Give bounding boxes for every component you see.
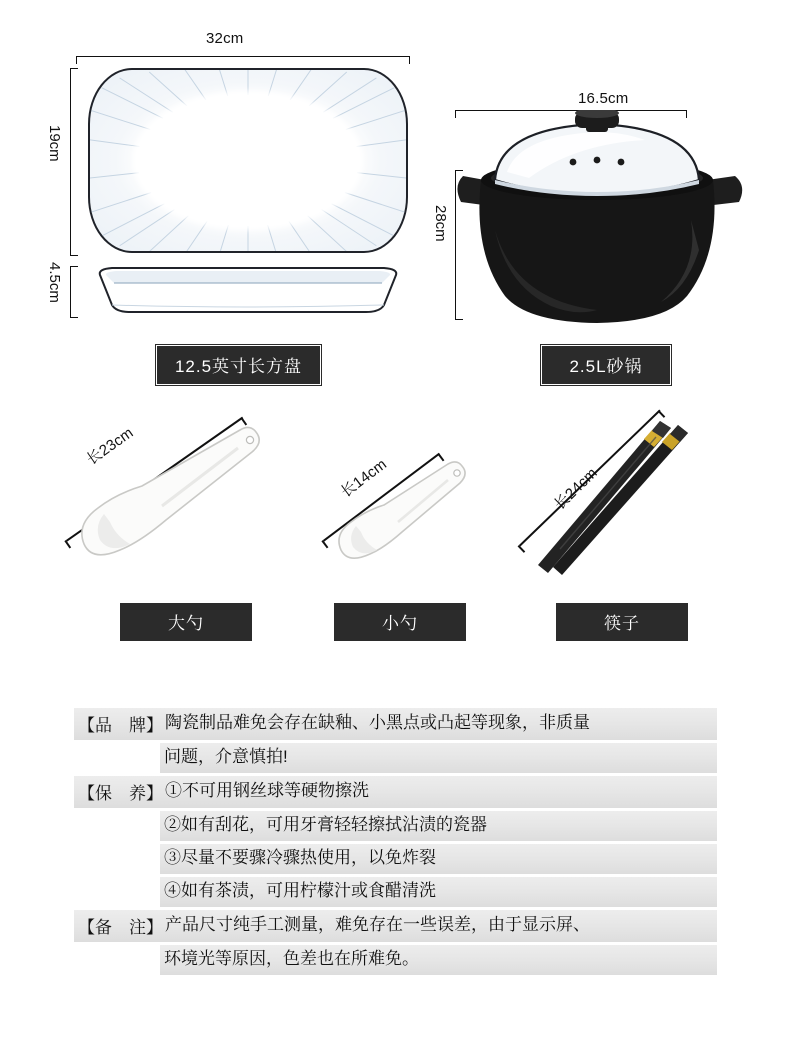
chopsticks-image [520,415,700,580]
caption-rect-plate: 12.5英寸长方盘 [156,345,321,385]
note-line: ④如有茶渍，可用柠檬汁或食醋清洗 [164,881,436,901]
notes-block [74,708,717,978]
note-row [74,811,717,841]
note-row [74,945,717,975]
small-spoon-bracket-cap-start [322,540,329,548]
caption-clay-pot: 2.5L砂锅 [541,345,671,385]
note-line: 问题，介意慎拍! [164,747,288,767]
pot-height-label: 28cm [432,205,449,242]
note-line: 产品尺寸纯手工测量，难免存在一些误差，由于显示屏、 [165,915,590,935]
note-row [74,877,717,907]
plate-width-label: 32cm [206,30,244,47]
rect-plate-side-view [96,265,400,315]
note-key: 【备 注】 [78,918,163,937]
note-row [74,743,717,773]
plate-thickness-label: 4.5cm [46,262,63,303]
note-line: 环境光等原因，色差也在所难免。 [164,949,419,969]
rect-plate-top-view [88,68,408,253]
note-key: 【保 养】 [78,784,163,803]
small-spoon-image [330,450,475,580]
note-line: 陶瓷制品难免会存在缺釉、小黑点或凸起等现象，非质量 [165,713,590,733]
clay-pot-image [455,110,745,325]
caption-chopsticks: 筷子 [556,603,688,641]
plate-height-bracket [70,68,78,256]
plate-height-label: 19cm [46,125,63,162]
note-line: ③尽量不要骤冷骤热使用，以免炸裂 [164,848,436,868]
plate-width-bracket [76,56,410,64]
note-row [74,844,717,874]
small-spoon-length-label: 长14cm [337,455,391,501]
big-spoon-length-label: 长23cm [83,424,137,469]
chopsticks-length-label: 长24cm [551,464,601,514]
caption-small-spoon: 小勺 [334,603,466,641]
note-row [74,708,717,740]
plate-thickness-bracket [70,266,78,318]
big-spoon-image [70,410,270,580]
note-line: ①不可用钢丝球等硬物擦洗 [165,781,369,801]
caption-big-spoon: 大勺 [120,603,252,641]
pot-width-label: 16.5cm [578,90,629,107]
note-key: 【品 牌】 [78,716,163,735]
plate-inner-well [137,95,358,225]
note-row [74,910,717,942]
note-line: ②如有刮花，可用牙膏轻轻擦拭沾渍的瓷器 [164,815,487,835]
note-row [74,776,717,808]
